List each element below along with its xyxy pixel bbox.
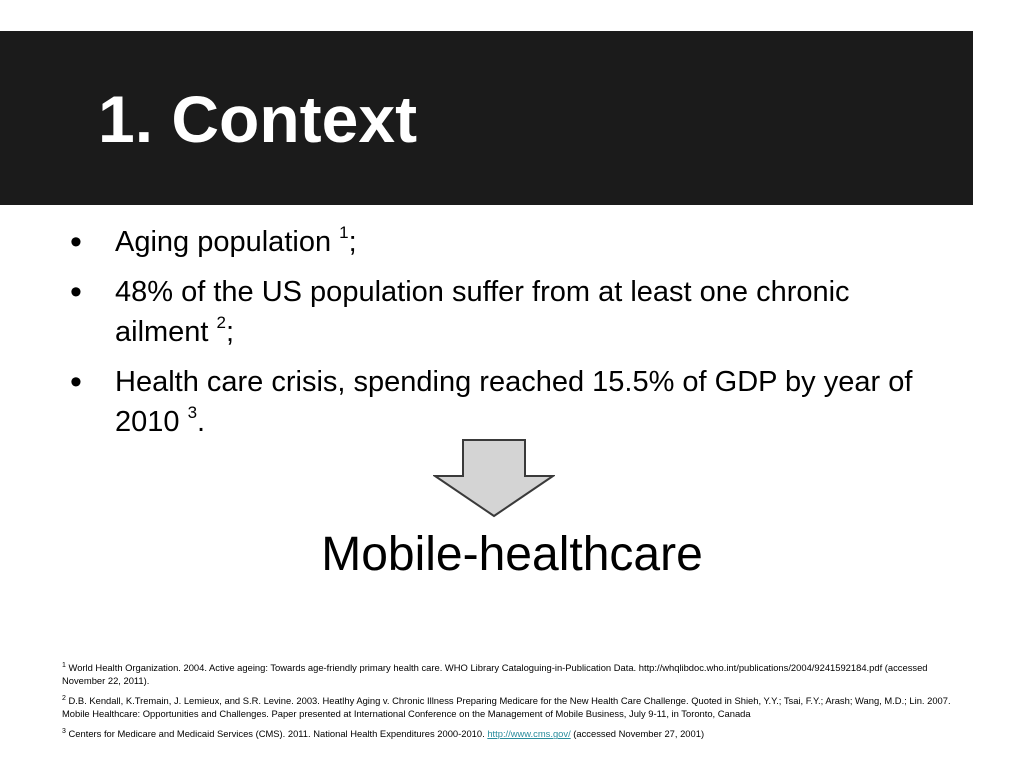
bullet-dot-icon: • — [70, 223, 82, 261]
cms-link[interactable]: http://www.cms.gov/ — [487, 728, 571, 740]
footnote-number: 3 — [62, 728, 66, 736]
bullet-item — [68, 272, 948, 352]
down-arrow-shape — [435, 440, 553, 516]
bullet-dot-icon: • — [70, 363, 82, 401]
bullet-text: Health care crisis, spending reached 15.5% of GDP by year of 2010 — [115, 366, 913, 438]
bullet-dot-icon: • — [70, 273, 82, 311]
bullet-text: Aging population — [115, 226, 340, 258]
footnote-number: 2 — [62, 695, 66, 703]
footnote-ref: 1 — [339, 223, 349, 243]
footnote-ref: 2 — [216, 313, 227, 333]
footnote-3 — [62, 726, 957, 741]
bullet-punct: ; — [348, 226, 357, 258]
footnote-number: 1 — [62, 662, 66, 669]
bullet-item — [68, 362, 948, 442]
footnote-text: (accessed November 27, 2001) — [570, 728, 705, 740]
slide-title: 1. Context — [98, 82, 418, 156]
footnote-text: World Health Organization. 2004. Active ageing: Towards age-friendly primary health care. WHO Library Cataloguing-in-Publication Data. http://whqlibdoc.who.int/publications/2004/9241592184.pdf (accessed November 22, 2011). — [62, 662, 928, 686]
bullet-punct: ; — [226, 316, 235, 348]
footnote-1 — [62, 660, 957, 687]
footnote-text: D.B. Kendall, K.Tremain, J. Lemieux, and S.R. Levine. 2003. Heatlhy Aging v. Chronic Illness Preparing Medicare for the New Health Care Challenge. Quoted in Shieh, Y.Y.; Tsai, F.Y.; Arash; Wang, M.D.; Lin. 2007. Mobile Healthcare: Opportunities and Challenges. Paper presented at International Conference on the Management of Mobile Business, July 9-11, in Toronto, Canada — [62, 695, 951, 719]
mobile-healthcare-label: Mobile-healthcare — [321, 528, 703, 581]
bullet-item — [68, 222, 948, 262]
footnote-2 — [62, 693, 957, 720]
bullet-punct: . — [197, 406, 206, 438]
footnote-ref: 3 — [187, 403, 198, 423]
bullet-text: 48% of the US population suffer from at least one chronic ailment — [115, 276, 850, 348]
footnotes — [62, 660, 957, 747]
bullet-list — [68, 222, 948, 452]
down-arrow-icon — [433, 438, 555, 518]
footnote-text: Centers for Medicare and Medicaid Services (CMS). 2011. National Health Expenditures 2000-2010. — [68, 728, 488, 740]
